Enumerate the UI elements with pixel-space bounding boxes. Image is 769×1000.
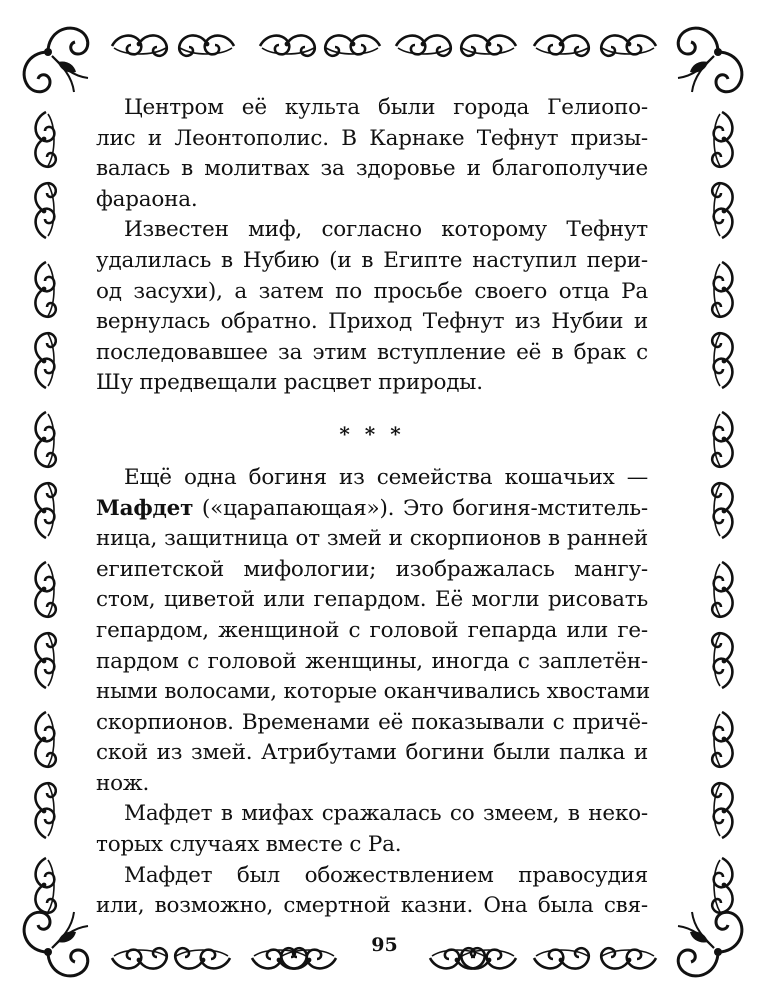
body-text: [96, 93, 648, 922]
text-line: Мафдет был обожествлением правосудия: [124, 862, 648, 888]
deity-name-bold: Мафдет: [96, 495, 194, 521]
text-line: стом, циветой или гепардом. Её могли рисовать: [96, 587, 648, 613]
text-line: пардом с головой женщины, иногда с заплетён-: [96, 648, 648, 674]
text-line: или, возможно, смертной казни. Она была свя-: [96, 893, 648, 919]
corner-ornament-top-right: [678, 28, 742, 92]
text-line: вернулась обратно. Приход Тефнут из Нубии и: [96, 309, 648, 335]
text-line: Известен миф, согласно которому Тефнут: [124, 217, 648, 243]
left-border-ornament: [35, 112, 55, 913]
text-line: од засухи), а затем по просьбе своего отца Ра: [96, 278, 648, 304]
text-line: удалилась в Нубию (и в Египте наступил пери-: [96, 247, 648, 273]
section-separator: * * *: [339, 421, 405, 446]
text-line: ница, защитница от змей и скорпионов в ранней: [96, 526, 648, 552]
text-line: гепардом, женщиной с головой гепарда или ге-: [96, 617, 648, 643]
text-line: [96, 494, 648, 525]
paragraph-5: [96, 861, 648, 922]
text-line: скорпионов. Временами её показывали с причё-: [96, 709, 648, 735]
right-border-ornament: [712, 112, 732, 913]
text-line: последовавшее за этим вступление её в брак с: [96, 339, 648, 365]
corner-ornament-top-left: [24, 28, 88, 92]
text-line: торых случаях вместе с Ра.: [96, 832, 402, 858]
text-line: ными волосами, которые оканчивались хвостами: [96, 679, 650, 705]
paragraph-1: [96, 93, 648, 215]
top-border-ornament: [112, 35, 656, 55]
text-line: Мафдет в мифах сражалась со змеем, в неко-: [124, 801, 648, 827]
text-line: Центром её культа были города Гелиопо-: [124, 95, 648, 120]
text-line: Шу предвещали расцвет природы.: [96, 370, 483, 396]
text-line: лис и Леонтополис. В Карнаке Тефнут призы-: [96, 125, 648, 151]
paragraph-3: [96, 463, 648, 800]
text-line-rest: («царапающая»). Это богиня-мститель-: [193, 495, 648, 521]
text-line: нож.: [96, 770, 150, 796]
text-line: египетской мифологии; изображалась мангу-: [96, 556, 648, 582]
paragraph-2: [96, 215, 648, 399]
text-line: валась в молитвах за здоровье и благополучие: [96, 156, 648, 182]
paragraph-4: [96, 799, 648, 860]
text-line: Ещё одна богиня из семейства кошачьих —: [124, 464, 648, 490]
text-line: ской из змей. Атрибутами богини были палка и: [96, 740, 648, 766]
page-number: 95: [371, 934, 398, 956]
text-line: фараона.: [96, 186, 198, 212]
